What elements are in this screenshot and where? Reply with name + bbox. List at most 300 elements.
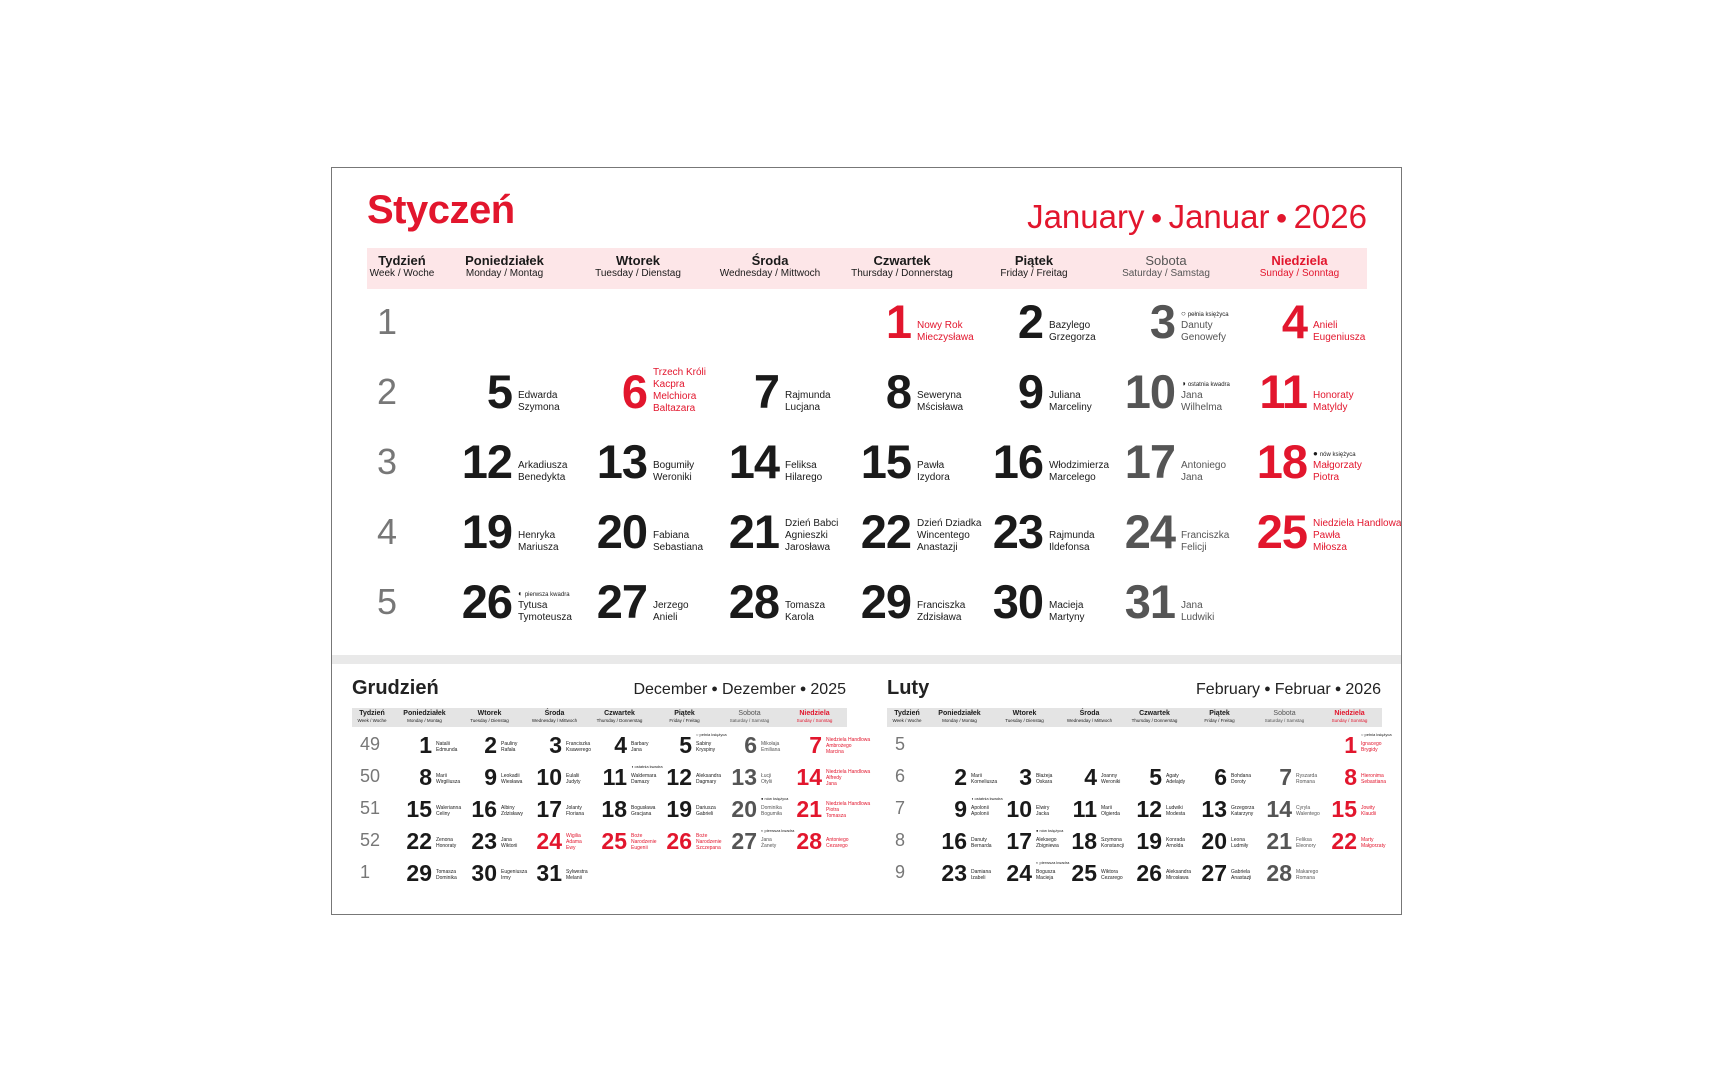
name-day: Bazylego xyxy=(1049,320,1091,331)
name-day: Makarego xyxy=(1296,869,1319,875)
day-cell xyxy=(782,829,822,854)
day-cell xyxy=(992,829,1032,854)
day-number: 6 xyxy=(1214,764,1227,790)
header-label-pl: Czwartek xyxy=(1139,710,1170,717)
name-days xyxy=(826,769,870,787)
name-days xyxy=(631,741,649,753)
day-number: 28 xyxy=(796,828,822,854)
next-month-title: Luty xyxy=(887,677,930,699)
name-day: Honoraty xyxy=(1313,390,1354,401)
name-days xyxy=(1231,869,1251,881)
name-day: Danuty xyxy=(971,837,987,843)
main-month-de: Januar xyxy=(1168,198,1270,235)
day-cell xyxy=(689,435,779,488)
name-day: Ambrożego xyxy=(826,743,852,749)
header-label-en: Saturday / Samstag xyxy=(1122,268,1210,279)
name-day: Juliana xyxy=(1049,390,1081,401)
day-cell xyxy=(1252,797,1292,822)
moon-phase-label: ostatnia kwadra xyxy=(974,796,1003,801)
name-days xyxy=(785,600,825,624)
next-month-de: Februar xyxy=(1274,681,1331,698)
day-cell xyxy=(953,505,1043,558)
week-number: 2 xyxy=(377,371,398,412)
name-days xyxy=(761,741,780,753)
name-day: Szymona xyxy=(518,402,560,413)
name-day: Karola xyxy=(785,612,814,623)
header-label-pl: Wtorek xyxy=(1012,710,1037,717)
name-day: Gabrieli xyxy=(696,811,714,817)
name-day: Jolanty xyxy=(566,805,582,811)
day-cell xyxy=(782,733,822,758)
day-number: 12 xyxy=(1136,796,1162,822)
name-day: Seweryna xyxy=(917,390,962,401)
name-day: Zdzisławy xyxy=(501,811,523,817)
name-day: Marcelego xyxy=(1049,472,1096,483)
header-label-pl: Środa xyxy=(751,253,789,268)
name-days xyxy=(917,460,950,484)
day-number: 2 xyxy=(484,732,497,758)
moon-phase xyxy=(1313,450,1356,459)
header-label-pl: Wtorek xyxy=(615,253,661,268)
day-number: 3 xyxy=(1019,764,1032,790)
day-cell xyxy=(422,505,512,558)
day-cell xyxy=(1317,733,1357,758)
day-number: 11 xyxy=(1259,365,1307,418)
day-number: 13 xyxy=(731,764,757,790)
name-days xyxy=(1361,805,1376,817)
name-day: Jerzego xyxy=(653,600,689,611)
day-number: 18 xyxy=(1256,435,1307,488)
name-day: Jana xyxy=(501,837,512,843)
name-day: Barbary xyxy=(631,741,649,747)
day-cell xyxy=(1057,829,1097,854)
name-day: Wilhelma xyxy=(1181,402,1223,413)
name-day: Cezarego xyxy=(826,843,848,849)
header-day-2 xyxy=(992,710,1057,724)
day-number: 14 xyxy=(728,435,779,488)
day-cell xyxy=(1317,765,1357,790)
name-days xyxy=(1231,773,1251,785)
next-month-year: 2026 xyxy=(1345,681,1381,698)
name-days xyxy=(1313,320,1365,344)
name-day: Baltazara xyxy=(653,403,696,414)
moon-icon: ◑ xyxy=(631,764,635,769)
name-day: Błażeja xyxy=(1036,773,1053,779)
name-day: Wigilia xyxy=(566,833,581,839)
header-day-7 xyxy=(782,710,847,724)
name-day: Miłosza xyxy=(1313,542,1347,553)
name-days xyxy=(971,869,991,881)
day-cell xyxy=(953,295,1043,348)
header-label-en: Wednesday / Mittwoch xyxy=(1066,718,1113,723)
name-days xyxy=(761,773,772,785)
day-number: 15 xyxy=(1331,796,1357,822)
name-day: Izabeli xyxy=(971,875,986,881)
name-day: Aleksandra xyxy=(1166,869,1192,875)
day-number: 9 xyxy=(954,796,967,822)
name-day: Tymoteusza xyxy=(518,612,572,623)
day-number: 28 xyxy=(728,575,779,628)
name-day: Macieja xyxy=(1049,600,1084,611)
day-cell xyxy=(522,829,562,854)
day-number: 11 xyxy=(602,764,627,790)
name-day: Antoniego xyxy=(826,837,849,843)
name-day: Antoniego xyxy=(1181,460,1227,471)
day-cell xyxy=(457,733,497,758)
day-number: 14 xyxy=(1266,796,1292,822)
day-cell xyxy=(1252,765,1292,790)
day-cell xyxy=(1187,861,1227,886)
name-days xyxy=(826,801,870,819)
prev-month-de: Dezember xyxy=(721,681,796,698)
day-number: 14 xyxy=(796,764,822,790)
day-number: 4 xyxy=(1281,295,1307,348)
week-number: 49 xyxy=(360,734,381,754)
header-label-pl: Poniedziałek xyxy=(403,710,446,717)
header-label-en: Monday / Montag xyxy=(465,268,544,279)
name-days xyxy=(1181,390,1222,414)
day-number: 22 xyxy=(1331,828,1357,854)
name-day: Adama xyxy=(566,839,582,845)
name-day: Franciszka xyxy=(566,741,591,747)
bullet: ● xyxy=(1275,207,1288,229)
header-label-pl: Środa xyxy=(1079,710,1100,717)
week-number: 51 xyxy=(360,798,381,818)
day-number: 7 xyxy=(809,732,822,758)
day-number: 6 xyxy=(744,732,757,758)
day-number: 6 xyxy=(621,365,647,418)
day-cell xyxy=(1085,365,1175,418)
name-day: Leona xyxy=(1231,837,1245,843)
moon-phase-label: nów księżyca xyxy=(1319,452,1356,458)
name-day: Jana xyxy=(631,747,642,753)
name-days xyxy=(1049,600,1085,624)
day-cell xyxy=(652,829,692,854)
moon-phase-label: pełnia księżyca xyxy=(1187,312,1229,318)
name-day: Wirgiliusza xyxy=(436,779,461,785)
name-days xyxy=(436,837,456,849)
name-day: Ludmiły xyxy=(1231,843,1249,849)
day-cell xyxy=(992,797,1032,822)
name-day: Mirosława xyxy=(1166,875,1189,881)
day-number: 26 xyxy=(461,575,512,628)
header-day-3 xyxy=(522,710,587,724)
day-number: 12 xyxy=(461,435,512,488)
header-label-en: Thursday / Donnerstag xyxy=(596,718,643,723)
name-days xyxy=(1101,773,1120,785)
week-number: 52 xyxy=(360,830,381,850)
header-day-6 xyxy=(1252,710,1317,724)
day-number: 18 xyxy=(1071,828,1097,854)
name-days xyxy=(971,837,992,849)
name-day: Jowity xyxy=(1361,805,1375,811)
day-cell xyxy=(1085,295,1175,348)
name-days xyxy=(1166,805,1185,817)
day-cell xyxy=(953,575,1043,628)
name-day: Grzegorza xyxy=(1049,332,1096,343)
week-number: 8 xyxy=(895,830,906,850)
name-day: Zdzisława xyxy=(917,612,962,623)
header-day-2 xyxy=(572,254,704,280)
day-cell xyxy=(821,505,911,558)
day-number: 5 xyxy=(486,365,512,418)
day-number: 15 xyxy=(860,435,911,488)
name-day: Romana xyxy=(1296,779,1315,785)
name-day: Modesta xyxy=(1166,811,1186,817)
name-day: Tomasza xyxy=(826,813,847,819)
day-number: 13 xyxy=(596,435,647,488)
day-cell xyxy=(821,435,911,488)
name-days xyxy=(501,837,517,849)
name-day: Piotra xyxy=(1313,472,1340,483)
name-day: Anieli xyxy=(1313,320,1338,331)
day-number: 30 xyxy=(992,575,1043,628)
day-number: 20 xyxy=(731,796,757,822)
name-days xyxy=(1313,460,1362,484)
header-day-3 xyxy=(1057,710,1122,724)
day-cell xyxy=(587,733,627,758)
day-number: 21 xyxy=(796,796,822,822)
name-days xyxy=(1231,837,1248,849)
name-day: Joanny xyxy=(1101,773,1118,779)
header-day-4 xyxy=(836,254,968,280)
day-number: 19 xyxy=(461,505,512,558)
day-number: 23 xyxy=(471,828,497,854)
header-label-pl: Piątek xyxy=(674,710,695,717)
day-cell xyxy=(1217,365,1307,418)
day-cell xyxy=(1217,435,1307,488)
day-number: 25 xyxy=(601,828,627,854)
day-number: 3 xyxy=(1149,295,1175,348)
name-day: Bohdana xyxy=(1231,773,1252,779)
name-day: Rafała xyxy=(501,747,516,753)
week-number: 1 xyxy=(360,862,371,882)
day-cell xyxy=(927,861,967,886)
day-number: 7 xyxy=(1279,764,1292,790)
name-day: Niedziela Handlowa xyxy=(826,769,871,775)
moon-phase xyxy=(1361,732,1392,738)
name-day: Pawła xyxy=(1313,530,1341,541)
prev-month-title: Grudzień xyxy=(352,677,439,699)
name-day: Marceliny xyxy=(1049,402,1092,413)
name-days xyxy=(1101,869,1123,881)
name-day: Ludwiki xyxy=(1181,612,1215,623)
name-day: Jana xyxy=(1181,390,1203,401)
day-number: 1 xyxy=(885,295,911,348)
day-cell xyxy=(927,829,967,854)
name-day: Walentego xyxy=(1296,811,1320,817)
name-day: Otylii xyxy=(761,779,773,785)
name-day: Dagmary xyxy=(696,779,717,785)
day-cell xyxy=(1317,829,1357,854)
header-label-en: Thursday / Donnerstag xyxy=(1131,718,1178,723)
name-day: Sebastiana xyxy=(653,542,704,553)
week-number: 3 xyxy=(377,441,398,482)
moon-icon: ● xyxy=(1036,828,1040,833)
moon-icon: ◐ xyxy=(518,589,523,598)
header-day-1 xyxy=(437,254,572,280)
day-number: 16 xyxy=(992,435,1043,488)
day-number: 24 xyxy=(1006,860,1032,886)
name-day: Tomasza xyxy=(436,869,457,875)
name-days xyxy=(1313,518,1401,554)
moon-icon: ○ xyxy=(1181,309,1186,318)
moon-phase-label: pełnia księżyca xyxy=(699,732,727,737)
day-cell xyxy=(392,733,432,758)
name-day: Albiny xyxy=(501,805,515,811)
header-label-en: Sunday / Sonntag xyxy=(1331,718,1368,723)
name-day: Arkadiusza xyxy=(518,460,568,471)
name-days xyxy=(566,773,580,785)
name-day: Pauliny xyxy=(501,741,518,747)
day-number: 22 xyxy=(860,505,911,558)
header-label-pl: Niedziela xyxy=(1271,253,1328,268)
name-day: Ksawerego xyxy=(566,747,592,753)
name-day: Mikołaja xyxy=(761,741,780,747)
name-day: Hilarego xyxy=(785,472,823,483)
name-day: Feliksa xyxy=(1296,837,1312,843)
day-number: 11 xyxy=(1072,796,1097,822)
day-cell xyxy=(587,765,627,790)
name-day: Bogumiły xyxy=(653,460,695,471)
prev-month-subtitle xyxy=(633,681,846,699)
day-number: 21 xyxy=(728,505,779,558)
day-cell xyxy=(522,765,562,790)
day-cell xyxy=(689,505,779,558)
day-number: 30 xyxy=(471,860,497,886)
name-day: Marty xyxy=(1361,837,1374,843)
day-cell xyxy=(1085,435,1175,488)
day-cell xyxy=(821,575,911,628)
name-day: Oskara xyxy=(1036,779,1053,785)
header-label-en: Friday / Freitag xyxy=(1000,268,1068,279)
week-number: 4 xyxy=(377,511,398,552)
name-day: Waldemara xyxy=(631,773,657,779)
name-day: Tomasza xyxy=(785,600,826,611)
name-day: Eugeniusza xyxy=(1313,332,1366,343)
name-days xyxy=(826,837,849,849)
name-days xyxy=(501,805,523,817)
name-day: Floriana xyxy=(566,811,585,817)
name-days xyxy=(1036,837,1059,849)
day-number: 24 xyxy=(1124,505,1175,558)
name-day: Wiktora xyxy=(1101,869,1118,875)
day-cell xyxy=(689,365,779,418)
name-day: Nowy Rok xyxy=(917,320,963,331)
name-days xyxy=(518,530,559,554)
day-cell xyxy=(992,765,1032,790)
moon-phase-label: pierwsza kwadra xyxy=(1039,860,1070,865)
day-cell xyxy=(392,765,432,790)
day-cell xyxy=(782,797,822,822)
day-cell xyxy=(587,797,627,822)
name-day: Elwiry xyxy=(1036,805,1050,811)
name-day: Lucjana xyxy=(785,402,821,413)
header-label-en: Week / Woche xyxy=(892,718,922,723)
name-day: Eulalii xyxy=(566,773,580,779)
name-day: Anieli xyxy=(653,612,678,623)
moon-icon: ◑ xyxy=(1181,379,1186,388)
name-day: Jacka xyxy=(1036,811,1050,817)
day-number: 27 xyxy=(596,575,647,628)
day-cell xyxy=(557,505,647,558)
day-number: 20 xyxy=(1201,828,1227,854)
name-days xyxy=(761,837,776,849)
name-day: Mieczysława xyxy=(917,332,974,343)
name-day: Olgierda xyxy=(1101,811,1120,817)
name-day: Rajmunda xyxy=(1049,530,1095,541)
header-label-en: Monday / Montag xyxy=(942,718,977,723)
week-number: 1 xyxy=(377,301,398,342)
day-number: 31 xyxy=(536,860,562,886)
name-day: Danuty xyxy=(1181,320,1213,331)
header-week xyxy=(352,710,392,724)
day-number: 8 xyxy=(419,764,432,790)
name-day: Judyty xyxy=(566,779,581,785)
day-number: 24 xyxy=(536,828,562,854)
name-day: Sabiny xyxy=(696,741,712,747)
name-day: Bogumiła xyxy=(761,811,782,817)
name-day: Narodzenie xyxy=(631,839,657,845)
name-day: Piotra xyxy=(826,807,840,813)
name-day: Aleksandra xyxy=(696,773,722,779)
header-label-pl: Wtorek xyxy=(477,710,502,717)
name-days xyxy=(971,805,989,817)
name-days xyxy=(436,869,457,881)
prev-month-en: December xyxy=(633,681,708,698)
week-number: 5 xyxy=(377,581,398,622)
header-label-pl: Czwartek xyxy=(873,253,931,268)
header-label-pl: Poniedziałek xyxy=(465,253,544,268)
header-label-pl: Piątek xyxy=(1014,253,1054,268)
moon-icon: ● xyxy=(761,796,765,801)
day-number: 10 xyxy=(1006,796,1032,822)
name-day: Tytusa xyxy=(518,600,548,611)
name-days xyxy=(1313,390,1354,414)
day-cell xyxy=(1122,797,1162,822)
moon-icon: ◐ xyxy=(1036,860,1040,865)
day-cell xyxy=(1252,829,1292,854)
day-cell xyxy=(717,765,757,790)
name-day: Brygidy xyxy=(1361,747,1378,753)
day-cell xyxy=(422,435,512,488)
name-day: Konrada xyxy=(1166,837,1185,843)
day-cell xyxy=(1122,829,1162,854)
header-week xyxy=(887,710,927,724)
day-number: 2 xyxy=(954,764,967,790)
day-cell xyxy=(927,797,967,822)
name-day: Klaudii xyxy=(1361,811,1377,817)
day-number: 17 xyxy=(1124,435,1175,488)
day-number: 10 xyxy=(536,764,562,790)
day-cell xyxy=(1317,797,1357,822)
name-day: Dzień Dziadka xyxy=(917,518,982,529)
next-month-subtitle xyxy=(1196,681,1381,699)
header-day-1 xyxy=(927,710,992,724)
day-number: 2 xyxy=(1017,295,1043,348)
name-day: Anastazji xyxy=(917,542,958,553)
day-number: 13 xyxy=(1201,796,1227,822)
day-cell xyxy=(652,797,692,822)
day-number: 4 xyxy=(1084,764,1097,790)
day-number: 17 xyxy=(1006,828,1032,854)
name-day: Mścisława xyxy=(917,402,964,413)
next-month-en: February xyxy=(1196,681,1261,698)
day-cell xyxy=(1122,765,1162,790)
name-day: Matyldy xyxy=(1313,402,1348,413)
header-label-pl: Środa xyxy=(544,710,565,717)
day-cell xyxy=(992,861,1032,886)
